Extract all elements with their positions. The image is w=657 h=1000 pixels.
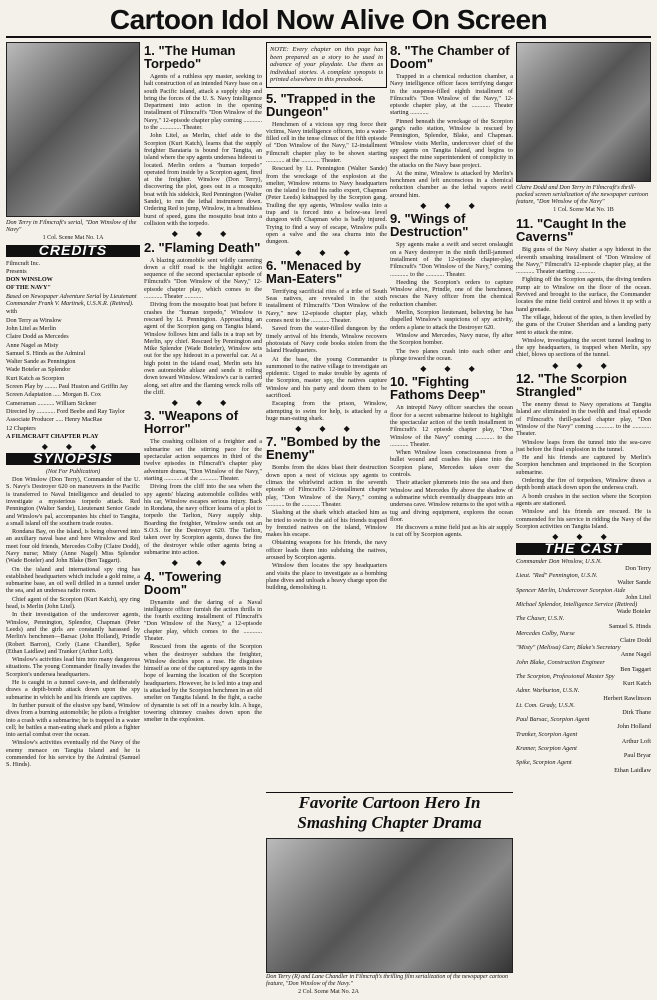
separator-diamonds: ◆ ◆ ◆ bbox=[171, 558, 235, 568]
chapter-paragraph: Dynamite and the daring of a Naval intelligence officer furnish the action thrills in the fourth exciting installment of Filmcraft's "Don Winslow of the Navy," a 12-episode chapter play, which comes to the ............ Theater. bbox=[144, 598, 262, 642]
chapter-paragraph: The two planes crash into each other and plunge toward the ocean. bbox=[390, 347, 513, 362]
cast-entry bbox=[516, 601, 651, 615]
credits-heading: CREDITS bbox=[6, 245, 140, 256]
cast-role: The Chaser, U.S.N. bbox=[516, 615, 565, 623]
chapter-number: 2. bbox=[144, 239, 155, 255]
cast-entry bbox=[516, 716, 651, 730]
chapter-title: "The Scorpion Strangled" bbox=[516, 371, 627, 400]
credits-block bbox=[6, 260, 140, 441]
mat-label: 1 Col. Scene Mat No. 1B bbox=[553, 207, 614, 213]
chapter-number: 4. bbox=[144, 568, 155, 584]
page-banner: Cartoon Idol Now Alive On Screen bbox=[6, 4, 651, 38]
chapter-title: "Towering Doom" bbox=[144, 568, 222, 597]
chapter-paragraph: Their attacker plummets into the sea and then Winslow and Mercedes fly above the shadow of a submarine which eventually disappears into an undersea cave. Winslow returns to the spot with a tug and diving equipment, explores the ocean floor. bbox=[390, 479, 513, 523]
cast-actor: Dirk Thane bbox=[622, 708, 651, 716]
credit-line: Directed by ............ Ford Beebe and Ray Taylor bbox=[6, 407, 125, 415]
chapter-8-heading bbox=[390, 44, 513, 70]
cast-actor: Wade Boteler bbox=[616, 608, 651, 616]
chapter-paragraph: Ordering the fire of torpedoes, Winslow draws a depth bomb attack down upon the undersea craft. bbox=[516, 477, 651, 492]
chapter-paragraph: Spy agents make a swift and secret onslaught on a Navy destroyer in the ninth thrill-jammed installment of the 12-episode chapter-play, Filmcraft's "Don Winslow of the Navy," coming ............ to the ............ Theater. bbox=[390, 241, 513, 278]
cast-actor: Ethan Laidlaw bbox=[614, 766, 651, 774]
chapter-paragraph: A bomb crushes in the section where the Scorpion agents are stationed. bbox=[516, 492, 651, 507]
chapter-number: 10. bbox=[390, 374, 409, 390]
synopsis-paragraph: Winslow's activities lead him into many dangerous situations. The young Commander finally invades the Scorpion's undersea headquarters. bbox=[6, 656, 140, 678]
chapter-number: 3. bbox=[144, 408, 155, 424]
chapter-12-heading bbox=[516, 372, 651, 398]
chapter-number: 8. bbox=[390, 43, 401, 58]
cast-role: Lieut. "Red" Pennington, U.S.N. bbox=[516, 572, 598, 580]
chapter-number: 12. bbox=[516, 371, 535, 387]
chapter-number: 5. bbox=[266, 90, 277, 106]
cast-entry bbox=[516, 659, 651, 673]
cast-entry bbox=[516, 702, 651, 716]
cast-actor: Kurt Katch bbox=[622, 680, 651, 688]
cast-entry bbox=[516, 687, 651, 701]
chapter-title: "Trapped in the Dungeon" bbox=[266, 90, 376, 119]
chapter-2-heading bbox=[144, 241, 262, 254]
cast-entry bbox=[516, 673, 651, 687]
cast-role: Admr. Warburton, U.S.N. bbox=[516, 687, 580, 695]
separator-diamonds: ◆ ◆ ◆ bbox=[171, 229, 235, 239]
chapter-title: "Fighting Fathoms Deep" bbox=[390, 374, 486, 403]
credit-line: Wade Boteler as Splendor bbox=[6, 366, 71, 374]
cast-actor: Anne Nagel bbox=[620, 651, 651, 659]
cast-role: Kramer, Scorpion Agent bbox=[516, 744, 577, 752]
chapter-paragraph: Saved from the water-filled dungeon by the timely arrival of his friends, Winslow recovers photostats of Navy code books stolen from the Island Headquarters. bbox=[266, 325, 387, 355]
photo-caption: Claire Dodd and Don Terry in Filmcraft's thrill-packed screen serialization of the newspaper cartoon feature, "Don Winslow of the Navy" bbox=[516, 184, 649, 205]
credit-line: OF THE NAVY" bbox=[6, 284, 51, 292]
cast-role: Tranker, Scorpion Agent bbox=[516, 730, 578, 738]
credit-line: Walter Sande as Pennington bbox=[6, 358, 76, 366]
chapter-paragraph: Diving from the mosquito boat just before it crashes the "human torpedo," Winslow is rescued by Lt. Pennington. Approaching an agent of the Scorpion gang on Tangita Island, Winslow follows him and falls in a trap set by Merlin, spy chief. Rescued by Pennington and Mike Splendor (Wade Boteler), Winslow sets out for the spy hideout in a powerful car. At a high point in the island road, Merlin sets his own automobile ablaze and sends it rolling down toward Winslow. Winslow's car is carried along, set afire and the flaming wreck rolls off the cliff. bbox=[144, 301, 262, 396]
column-chapters-8-10 bbox=[390, 42, 513, 787]
chapter-paragraph: Heeding the Scorpion's orders to capture Winslow alive, Prindle, one of the henchmen, rescues the Navy officer from the chemical reduction chamber. bbox=[390, 278, 513, 308]
cast-actor: Arthur Loft bbox=[621, 737, 651, 745]
chapter-number: 9. bbox=[390, 211, 401, 227]
cast-entry bbox=[516, 572, 651, 586]
chapter-paragraph: Obtaining weapons for his friends, the navy officer leads them into subduing the natives, aroused by Scorpion agents. bbox=[266, 539, 387, 562]
cast-entry bbox=[516, 630, 651, 644]
feature-caption: Don Terry (R) and Lane Chandler in Filmcraft's thrilling film serialization of the newspaper cartoon feature, "Don Winslow of the Navy." bbox=[266, 974, 509, 987]
chapter-title: "Wings of Destruction" bbox=[390, 211, 469, 240]
cast-actor: John Holland bbox=[617, 723, 651, 731]
chapter-paragraph: Terrifying sacrificial rites of a tribe of South Seas natives, are revealed in the sixth installment of Filmcraft's "Don Winslow of the Navy," new 12-episode chapter play, which comes next to the ............ Theater. bbox=[266, 287, 387, 325]
chapter-paragraph: The enemy threat to Navy operations at Tangita Island are eliminated in the twelfth and final episode of Filmcraft's thrill-packed chapter play, "Don Winslow of the Navy" coming ............ to the ............ Theater. bbox=[516, 401, 651, 438]
synopsis-paragraph: Rondana Bay, on the island, is being observed into an auxiliary naval base and here Winslow and Red meet four old friends, Mercedes Colby (Claire Dodd), Navy nurse; Misty (Anne Nagel) Miss Splendor (Wade Boteler) and John Blake (Ben Taggart). bbox=[6, 528, 140, 565]
synopsis-note: (Not For Publication) bbox=[45, 467, 101, 475]
chapter-paragraph: Winslow leaps from the tunnel into the sea-cave just before the final explosion in the tunnel. bbox=[516, 438, 651, 453]
chapter-title: "Caught In the Caverns" bbox=[516, 216, 627, 245]
chapter-3-heading bbox=[144, 409, 262, 435]
photo-claire-dodd-don-terry bbox=[516, 42, 651, 182]
chapter-title: "The Chamber of Doom" bbox=[390, 43, 510, 71]
chapter-paragraph: Slashing at the shark which attacked him as he tried to swim to the aid of his friends trapped by frenzied natives on the island, Winslow makes his escape. bbox=[266, 509, 387, 539]
credit-line: Screen Play by ........ Paul Huston and Griffin Jay bbox=[6, 383, 128, 391]
column-right bbox=[516, 42, 651, 987]
credit-line: Samuel S. Hinds as the Admiral bbox=[6, 349, 86, 357]
photo-don-terry bbox=[6, 42, 140, 217]
cast-role: Spike, Scorpion Agent bbox=[516, 759, 572, 767]
chapter-paragraph: Winslow, investigating the secret tunnel leading to the spy headquarters, is trapped when Merlin, spy chief, blows up sections of the tunnel. bbox=[516, 336, 651, 359]
chapter-title: "Bombed by the Enemy" bbox=[266, 434, 381, 463]
chapter-paragraph: Merlin, Scorpion lieutenant, believing he has dispelled Winslow's suspicions of spy activity, orders a plane to attack the Destroyer 620. bbox=[390, 309, 513, 331]
cast-role: The Scorpion, Professional Master Spy bbox=[516, 672, 615, 680]
credit-line: with bbox=[6, 308, 18, 316]
chapter-11-heading bbox=[516, 217, 651, 243]
synopsis-paragraph: On the island and international spy ring has established headquarters which include a gold mine, a submarine base, an oil well drilled in a tunnel under the sea, and an undersea radio room. bbox=[6, 565, 140, 595]
footer-mat-label: 2 Col. Scene Mat No. 2A bbox=[298, 989, 359, 995]
cast-actor: Walter Sande bbox=[617, 579, 651, 587]
photo-don-terry-lane-chandler bbox=[266, 838, 513, 973]
synopsis-paragraph: Don Winslow (Don Terry), Commander of the U. S. Navy's Destroyer 620 on maneuvers in the Pacific is transferred to Naval Intelligence and detailed to investigate a mysterious torpedo attack. Red Pennington (Walter Sande), Lieutenant Senior Grade and Winslow's pal, accompanies his chief to Tangita, a small island off the southern trade routes. bbox=[6, 476, 140, 527]
chapter-1-heading bbox=[144, 44, 262, 70]
credit-line: Don Terry as Winslow bbox=[6, 316, 62, 324]
feature-headline: Favorite Cartoon Hero In Smashing Chapter Drama bbox=[266, 792, 513, 836]
chapter-title: "The Human Torpedo" bbox=[144, 43, 236, 71]
chapter-9-heading bbox=[390, 212, 513, 238]
synopsis-paragraph: In their investigation of the undercover agents, Winslow, Pennington, Splendor, Chapman (Peter Leeds) and the girls are constantly harassed by Merlin's henchmen—Barsac (John Holland), Prindle (Robert Barron), Corly (Lane Chandler), Spike (Ethan Laidlaw) and Tranker (Arthur Loft). bbox=[6, 611, 140, 655]
cast-list bbox=[516, 558, 651, 774]
synopsis-paragraph: He is caught in a tunnel cave-in, and deliberately draws a depth-bomb attack down upon the spy submarine in which he and his friends are captives. bbox=[6, 679, 140, 701]
separator-diamonds: ◆ ◆ ◆ bbox=[552, 360, 615, 370]
credit-line: Filmcraft Inc. bbox=[6, 259, 41, 267]
chapter-paragraph: Bombs from the skies blast their destruction down upon a nest of vicious spy agents to climax the whirlwind action in the seventh episode of Filmcraft's 12-installment chapter play, "Don Winslow of the Navy," coming ............ to the ............ Theater. bbox=[266, 464, 387, 508]
column-left bbox=[6, 42, 140, 987]
chapter-paragraph: He and his friends are captured by Merlin's Scorpion henchmen and imprisoned in the Scorpion submarine. bbox=[516, 454, 651, 476]
mat-label: 1 Col. Scene Mat No. 1A bbox=[42, 235, 104, 241]
chapter-paragraph: A blazing automobile sent wildly careening down a cliff road is the highlight action sequence of the second spectacular episode of Filmcraft's "Don Winslow of the Navy," 12-episode chapter play, which comes to the ............ Theater ............ bbox=[144, 256, 262, 301]
chapter-4-heading bbox=[144, 570, 262, 596]
cast-entry bbox=[516, 644, 651, 658]
chapter-7-heading bbox=[266, 435, 387, 461]
credit-line: Claire Dodd as Mercedes bbox=[6, 333, 69, 341]
chapter-paragraph: At the base, the young Commander is summoned to the native village to investigate an epidemic. Urged to make trouble by agents of the Scorpion, master spy, the natives capture Winslow and his party and doom them to be sacrificed. bbox=[266, 355, 387, 399]
chapter-paragraph: When Winslow loses consciousness from a bullet wound and crashes his plane into the Scorpion plane, Mercedes takes over the controls. bbox=[390, 449, 513, 479]
chapter-paragraph: Rescued from the agents of the Scorpion when the destroyer subdues the freighter, Winslow decides upon a ruse. He disguises himself as one of the captured spy agents in the hope of learning the location of the Scorpion headquarters. However, he is led into a trap and is attacked by the Scorpion henchmen in an old smelter on Tangita Island. In the fight, a cache of dynamite is set off in a nearby kiln. A huge, towering chimney crashes down upon the smelter in the explosion. bbox=[144, 643, 262, 724]
chapter-paragraph: Winslow and Mercedes, Navy nurse, fly after the Scorpion bomber. bbox=[390, 331, 513, 347]
cast-role: Spencer Merlin, Undercover Scorpion Aide bbox=[516, 586, 626, 594]
credit-line: Based on Newspaper Adventure Serial by Lieutenant Commander Frank V. Martinek, U.S.N.R. (Retired). bbox=[6, 292, 137, 308]
separator-diamonds: ◆ ◆ ◆ bbox=[420, 364, 483, 374]
cast-actor: Ben Taggart bbox=[620, 665, 651, 673]
chapter-paragraph: The crashing collision of a freighter and a submarine set the stirring pace for the spectacular action sequences in third of the twelve episodes in Filmcraft's chapter play adventure drama, "Don Winslow of the Navy," starting ............ at the ............ Theater. bbox=[144, 438, 262, 482]
column-chapters-5-7 bbox=[266, 42, 387, 787]
cast-entry bbox=[516, 615, 651, 629]
credit-line: Screen Adaptation ..... Morgan B. Cox bbox=[6, 391, 101, 399]
chapter-paragraph: John Litel, as Merlin, chief aide to the Scorpion (Kurt Katch), learns that the supply freighter Barataria is bound for Tangita, an island where the spy agents undersea hideout is located. Merlin orders a "human torpedo" operated from inside by a Scorpion agent, fired at the freighter. Winslow (Don Terry), discovering the plot, goes out in a mosquito boat with his sidekick, Red Pennington (Walter Sande), to run the lethal instrument down. Ordering Red to jump, Winslow, in a breathless burst of speed, guns the mosquito boat into a collision with the torpedo. bbox=[144, 132, 262, 227]
credit-line: Anne Nagel as Misty bbox=[6, 341, 59, 349]
chapter-number: 6. bbox=[266, 257, 277, 273]
chapter-paragraph: Rescued by Lt. Pennington (Walter Sande) from the wreckage of the explosion at the smelter, Winslow returns to Navy headquarters on the island to find his radio expert, Chapman (Peter Leeds) kidnapped by the Scorpion gang. Trailing the spy agents, Winslow walks into a trap and is forced into a below-sea level dungeon with Chapman who is badly injured. Trying to find a way of escape, Winslow pulls open a valve and the sea churns into the dungeon. bbox=[266, 165, 387, 246]
chapter-number: 7. bbox=[266, 434, 277, 450]
separator-diamonds: ◆ ◆ ◆ bbox=[41, 442, 105, 452]
cast-actor: Claire Dodd bbox=[620, 636, 651, 644]
synopsis-paragraph: Chief agent of the Scorpion (Kurt Katch), spy ring head, is Merlin (John Litel). bbox=[6, 595, 140, 611]
credit-line: 12 Chapters bbox=[6, 424, 36, 432]
cast-role: John Blake, Construction Engineer bbox=[516, 658, 605, 666]
cast-actor: Paul Bryar bbox=[623, 752, 651, 760]
chapter-paragraph: Winslow and his friends are rescued. He is commended for his service in ridding the Navy of the Scorpion activities on Tangita Island. bbox=[516, 508, 651, 530]
credit-line: John Litel as Merlin bbox=[6, 324, 57, 332]
chapter-10-heading bbox=[390, 375, 513, 401]
credit-line: Associate Producer ..... Henry MacRae bbox=[6, 416, 103, 424]
cast-entry bbox=[516, 759, 651, 773]
cast-role: Mercedes Colby, Nurse bbox=[516, 629, 575, 637]
cast-actor: Don Terry bbox=[625, 564, 651, 572]
chapter-title: "Flaming Death" bbox=[158, 239, 261, 255]
cast-actor: Herbert Rawlinson bbox=[603, 694, 651, 702]
cast-entry bbox=[516, 731, 651, 745]
credit-line: Presents bbox=[6, 267, 27, 275]
cast-entry bbox=[516, 745, 651, 759]
cast-actor: Samuel S. Hinds bbox=[608, 622, 651, 630]
chapter-paragraph: Winslow then locates the spy headquarters and visits the place to investigate as a bombing plane dives and unloads a heavy charge upon the building, demolishing it. bbox=[266, 562, 387, 592]
credit-line: Kurt Katch as Scorpion bbox=[6, 374, 65, 382]
cast-role: Paul Barsac, Scorpion Agent bbox=[516, 716, 590, 724]
chapter-paragraph: Henchmen of a vicious spy ring force their victims, Navy intelligence officers, into a water-filled cell in the tense climax of the fifth episode of "Don Winslow of the Navy," 12-installment Filmcraft chapter play to be shown starting ............ at the ............ Theater. bbox=[266, 120, 387, 164]
cast-role: Lt. Com. Grady, U.S.N. bbox=[516, 701, 575, 709]
cast-actor: John Litel bbox=[625, 593, 651, 601]
synopsis-paragraph: In further pursuit of the elusive spy band, Winslow dives from a burning automobile; he pilots a freighter into a crash with a submarine; he is trapped in a water cell; he battles a man-eating shark and pilots a fighter into aerial combat over the ocean. bbox=[6, 701, 140, 739]
cast-heading: THE CAST bbox=[516, 543, 651, 554]
column-chapters-1-4 bbox=[144, 42, 262, 987]
photo-caption: Don Terry in Filmcraft's serial, "Don Winslow of the Navy" bbox=[6, 219, 137, 233]
chapter-paragraph: Big guns of the Navy shatter a spy hideout in the eleventh smashing installment of "Don Winslow of the Navy," Filmcraft's 12-episode chapter play, at the ............ Theater starting ............ bbox=[516, 246, 651, 276]
separator-diamonds: ◆ ◆ ◆ bbox=[420, 201, 483, 211]
chapter-paragraph: At the mine, Winslow is attacked by Merlin's henchmen and left unconscious in a chemical reduction chamber as the lethal vapors swirl around him. bbox=[390, 169, 513, 199]
chapter-5-heading bbox=[266, 92, 387, 118]
chapter-paragraph: Diving from the cliff into the sea when the spy agents' blazing automobile collides with his car, Winslow escapes serious injury. Back in Rondana, the navy officer learns of a plot to torpedo the Tarlton, Navy supply ship. Boarding the freighter, Winslow sends out an S.O.S. for the Destroyer 620. The Tarlton, taken over by Scorpion agents, draws the fire of the destroyer while other agents bring a submarine into action. bbox=[144, 483, 262, 556]
chapter-title: "Weapons of Horror" bbox=[144, 408, 239, 437]
separator-diamonds: ◆ ◆ ◆ bbox=[295, 424, 358, 434]
chapter-number: 11. bbox=[516, 216, 534, 232]
credit-line: Cameraman ........... William Sickner bbox=[6, 399, 97, 407]
credit-line: A FILMCRAFT CHAPTER PLAY bbox=[6, 432, 99, 440]
cast-entry bbox=[516, 558, 651, 572]
cast-role: Commander Don Winslow, U.S.N. bbox=[516, 557, 602, 565]
chapter-paragraph: An intrepid Navy officer searches the ocean floor for a secret submarine hideout to highlight the spectacular action of the tenth installment in Filmcraft's 12 episode chapter play, "Don Winslow of the Navy" coming ............ to the ............ Theater. bbox=[390, 404, 513, 448]
cast-role: "Misty" (Melissa) Carr, Blake's Secretary bbox=[516, 644, 621, 652]
chapter-paragraph: Fighting off the Scorpion agents, the diving tenders pump air to Winslow on the floor of the ocean. Revived and brought to the surface, the Commander locates the mine field control and blows it up with a hand grenade. bbox=[516, 276, 651, 313]
chapter-paragraph: Trapped in a chemical reduction chamber, a Navy intelligence officer faces terrifying danger in the suspense-filled eighth installment of Filmcraft's "Don Winslow of the Navy," 12-episode chapter play, at the ............ Theater starting ............ bbox=[390, 73, 513, 117]
cast-role: Michael Splendor, Intelligence Service (Retired) bbox=[516, 600, 638, 608]
chapter-note-box: NOTE: Every chapter on this page has been prepared as a story to be used in advance of your playdate. Use them as individual stories. A complete synopsis is printed elsewhere in this pressbook. bbox=[266, 42, 387, 88]
chapter-paragraph: Escaping from the prison, Winslow, attempting to swim for help, is attacked by a huge man-eating shark. bbox=[266, 400, 387, 422]
separator-diamonds: ◆ ◆ ◆ bbox=[295, 247, 358, 257]
chapter-6-heading bbox=[266, 259, 387, 285]
chapter-title: "Menaced by Man-Eaters" bbox=[266, 257, 362, 286]
synopsis-heading: SYNOPSIS bbox=[6, 453, 140, 464]
chapter-number: 1. bbox=[144, 43, 155, 58]
separator-diamonds: ◆ ◆ ◆ bbox=[552, 532, 615, 542]
chapter-paragraph: He discovers a mine field just as his air supply is cut off by Scorpion agents. bbox=[390, 524, 513, 539]
chapter-paragraph: Pinned beneath the wreckage of the Scorpion gang's radio station, Winslow is rescued by Pennington, Splendor, Blake, and Chapman. Winslow visits Merlin, undercover chief of the spy agents on Tangita Island, and begins to suspect the mine superintendent of complicity in the attacks on the Navy base project. bbox=[390, 117, 513, 169]
chapter-paragraph: Agents of a ruthless spy master, seeking to halt construction of an intended Navy base on a south Pacific island, attack a supply ship and bring the forces of the U. S. Navy Intelligence Department into action in the opening installment of Filmcraft's "Don Winslow of the Navy," 12-episode chapter play coming ............ to the .............. Theater. bbox=[144, 73, 262, 132]
synopsis-paragraph: Winslow's activities eventually rid the Navy of the enemy menace on Tangita Island and he is commended for his service by the Admiral (Samuel S. Hinds). bbox=[6, 739, 140, 769]
cast-entry bbox=[516, 587, 651, 601]
chapter-paragraph: The village, hideout of the spies, is then levelled by the guns of the Cruiser Sheridan and a landing party sent to attack the mine. bbox=[516, 313, 651, 336]
credit-line: DON WINSLOW bbox=[6, 276, 53, 284]
separator-diamonds: ◆ ◆ ◆ bbox=[171, 398, 235, 408]
